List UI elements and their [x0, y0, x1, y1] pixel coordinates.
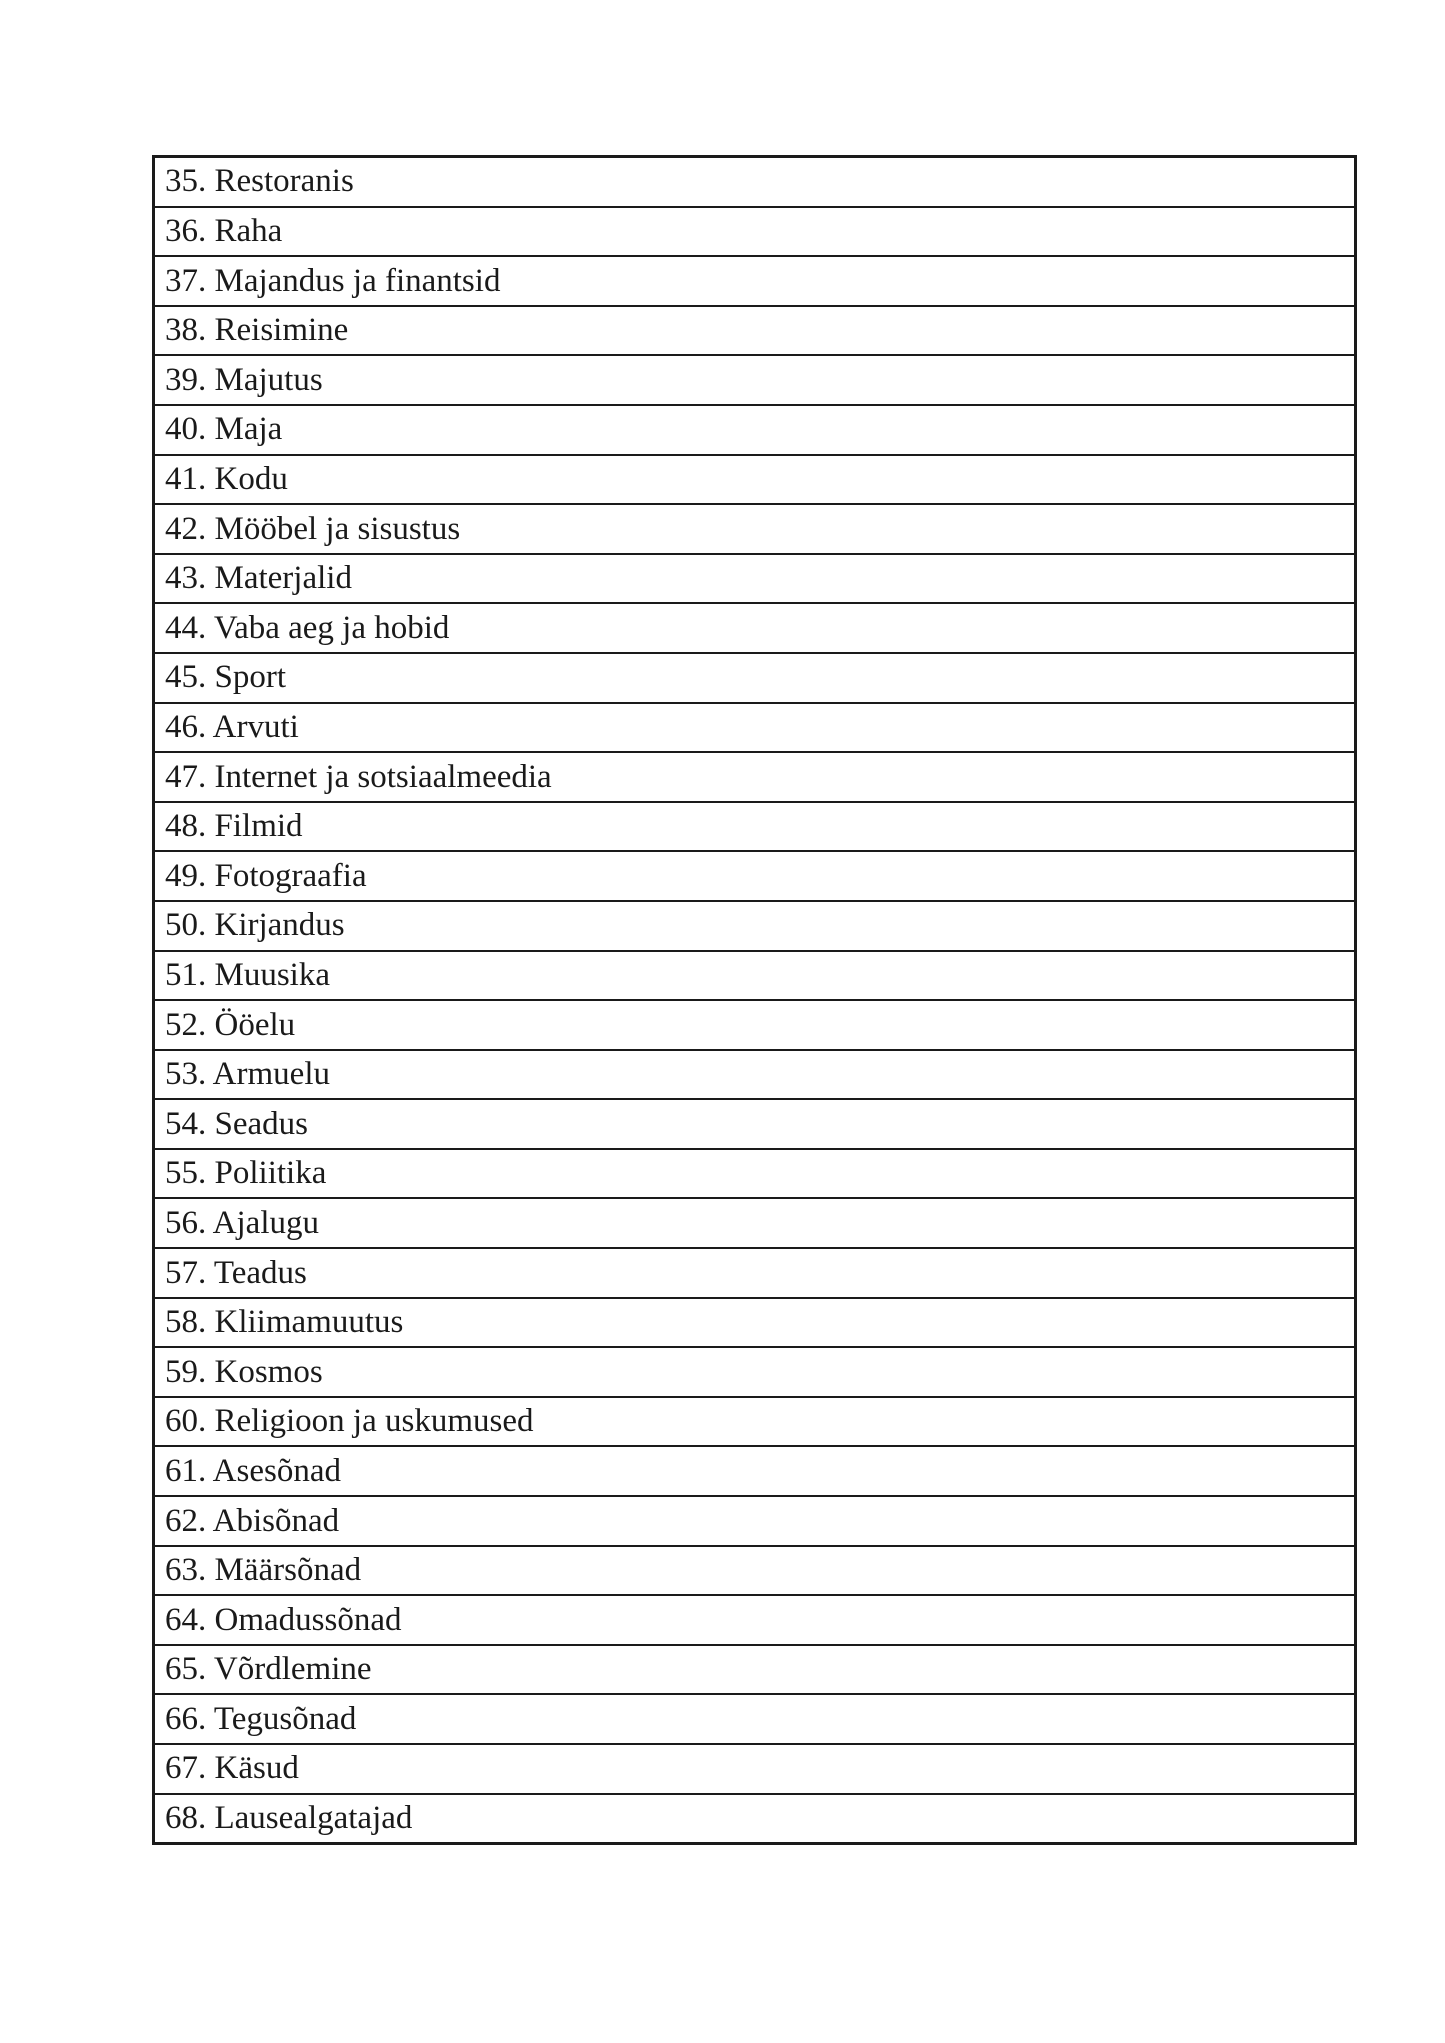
toc-entry: 49. Fotograafia: [154, 851, 1356, 901]
table-row: [154, 1298, 1356, 1348]
toc-entry: 36. Raha: [154, 207, 1356, 257]
toc-entry: 39. Majutus: [154, 355, 1356, 405]
table-row: [154, 1397, 1356, 1447]
table-row: [154, 1248, 1356, 1298]
toc-entry: 45. Sport: [154, 653, 1356, 703]
table-row: [154, 603, 1356, 653]
table-row: [154, 1446, 1356, 1496]
toc-entry: 64. Omadussõnad: [154, 1595, 1356, 1645]
toc-entry: 42. Mööbel ja sisustus: [154, 504, 1356, 554]
table-row: [154, 1546, 1356, 1596]
table-row: [154, 752, 1356, 802]
table-row: [154, 157, 1356, 207]
toc-entry: 53. Armuelu: [154, 1050, 1356, 1100]
toc-entry: 37. Majandus ja finantsid: [154, 256, 1356, 306]
toc-entry: 41. Kodu: [154, 455, 1356, 505]
toc-entry: 62. Abisõnad: [154, 1496, 1356, 1546]
toc-entry: 54. Seadus: [154, 1099, 1356, 1149]
toc-entry: 46. Arvuti: [154, 703, 1356, 753]
table-row: [154, 1347, 1356, 1397]
table-row: [154, 306, 1356, 356]
table-row: [154, 802, 1356, 852]
toc-entry: 63. Määrsõnad: [154, 1546, 1356, 1596]
table-row: [154, 405, 1356, 455]
toc-entry: 65. Võrdlemine: [154, 1645, 1356, 1695]
table-row: [154, 901, 1356, 951]
table-row: [154, 1099, 1356, 1149]
toc-entry: 43. Materjalid: [154, 554, 1356, 604]
table-row: [154, 1794, 1356, 1844]
toc-entry: 58. Kliimamuutus: [154, 1298, 1356, 1348]
toc-entry: 40. Maja: [154, 405, 1356, 455]
table-row: [154, 1050, 1356, 1100]
table-row: [154, 1496, 1356, 1546]
toc-entry: 44. Vaba aeg ja hobid: [154, 603, 1356, 653]
toc-entry: 68. Lausealgatajad: [154, 1794, 1356, 1844]
toc-entry: 67. Käsud: [154, 1744, 1356, 1794]
table-row: [154, 1198, 1356, 1248]
toc-entry: 66. Tegusõnad: [154, 1694, 1356, 1744]
toc-entry: 38. Reisimine: [154, 306, 1356, 356]
toc-entry: 61. Asesõnad: [154, 1446, 1356, 1496]
toc-entry: 56. Ajalugu: [154, 1198, 1356, 1248]
table-row: [154, 207, 1356, 257]
toc-entry: 51. Muusika: [154, 951, 1356, 1001]
table-row: [154, 1149, 1356, 1199]
toc-table: [152, 155, 1357, 1845]
table-row: [154, 504, 1356, 554]
table-row: [154, 851, 1356, 901]
toc-entry: 52. Ööelu: [154, 1000, 1356, 1050]
table-row: [154, 554, 1356, 604]
toc-entry: 35. Restoranis: [154, 157, 1356, 207]
table-row: [154, 1000, 1356, 1050]
table-row: [154, 455, 1356, 505]
table-row: [154, 1694, 1356, 1744]
table-row: [154, 951, 1356, 1001]
table-row: [154, 1744, 1356, 1794]
toc-entry: 47. Internet ja sotsiaalmeedia: [154, 752, 1356, 802]
table-row: [154, 256, 1356, 306]
toc-entry: 60. Religioon ja uskumused: [154, 1397, 1356, 1447]
toc-entry: 50. Kirjandus: [154, 901, 1356, 951]
table-row: [154, 355, 1356, 405]
toc-entry: 59. Kosmos: [154, 1347, 1356, 1397]
toc-entry: 55. Poliitika: [154, 1149, 1356, 1199]
table-row: [154, 1645, 1356, 1695]
table-row: [154, 1595, 1356, 1645]
toc-entry: 48. Filmid: [154, 802, 1356, 852]
table-row: [154, 703, 1356, 753]
toc-table-body: [154, 157, 1356, 1844]
toc-entry: 57. Teadus: [154, 1248, 1356, 1298]
table-row: [154, 653, 1356, 703]
